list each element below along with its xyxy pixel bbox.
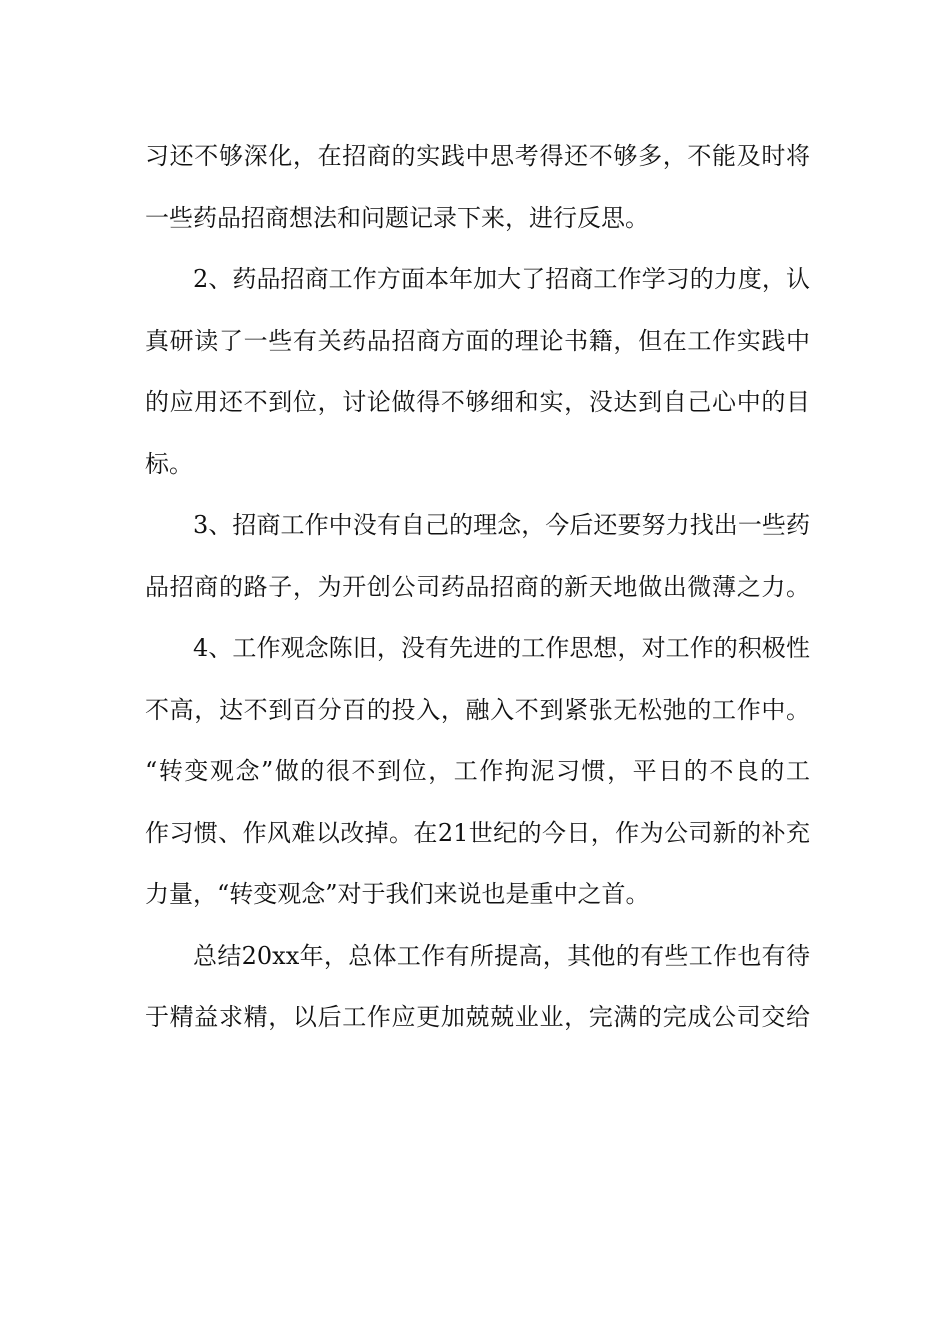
text-line: 总结20xx年，总体工作有所提高，其他的有些工作也有待 xyxy=(193,941,810,970)
document-body xyxy=(145,126,810,1049)
text-line: 真研读了一些有关药品招商方面的理论书籍，但在工作实践中 xyxy=(145,326,810,355)
text-line: 品招商的路子，为开创公司药品招商的新天地做出微薄之力。 xyxy=(145,572,810,601)
text-line: 标。 xyxy=(145,449,193,478)
text-line: 的应用还不到位，讨论做得不够细和实，没达到自己心中的目 xyxy=(145,388,810,416)
text-line: 力量，“转变观念”对于我们来说也是重中之首。 xyxy=(145,880,650,908)
text-line: 不高，达不到百分百的投入，融入不到紧张无松弛的工作中。 xyxy=(145,695,810,724)
text-line: 习还不够深化，在招商的实践中思考得还不够多，不能及时将 xyxy=(145,142,810,170)
text-line: 3、招商工作中没有自己的理念，今后还要努力找出一些药 xyxy=(193,511,810,539)
text-line: 4、工作观念陈旧，没有先进的工作思想，对工作的积极性 xyxy=(193,634,810,662)
text-line: 2、药品招商工作方面本年加大了招商工作学习的力度，认 xyxy=(193,265,810,293)
text-line: “转变观念”做的很不到位，工作拘泥习惯，平日的不良的工 xyxy=(145,757,810,785)
text-line: 作习惯、作风难以改掉。在21世纪的今日，作为公司新的补充 xyxy=(145,818,810,847)
text-line: 于精益求精，以后工作应更加兢兢业业，完满的完成公司交给 xyxy=(145,1003,810,1031)
text-line: 一些药品招商想法和问题记录下来，进行反思。 xyxy=(145,203,649,232)
